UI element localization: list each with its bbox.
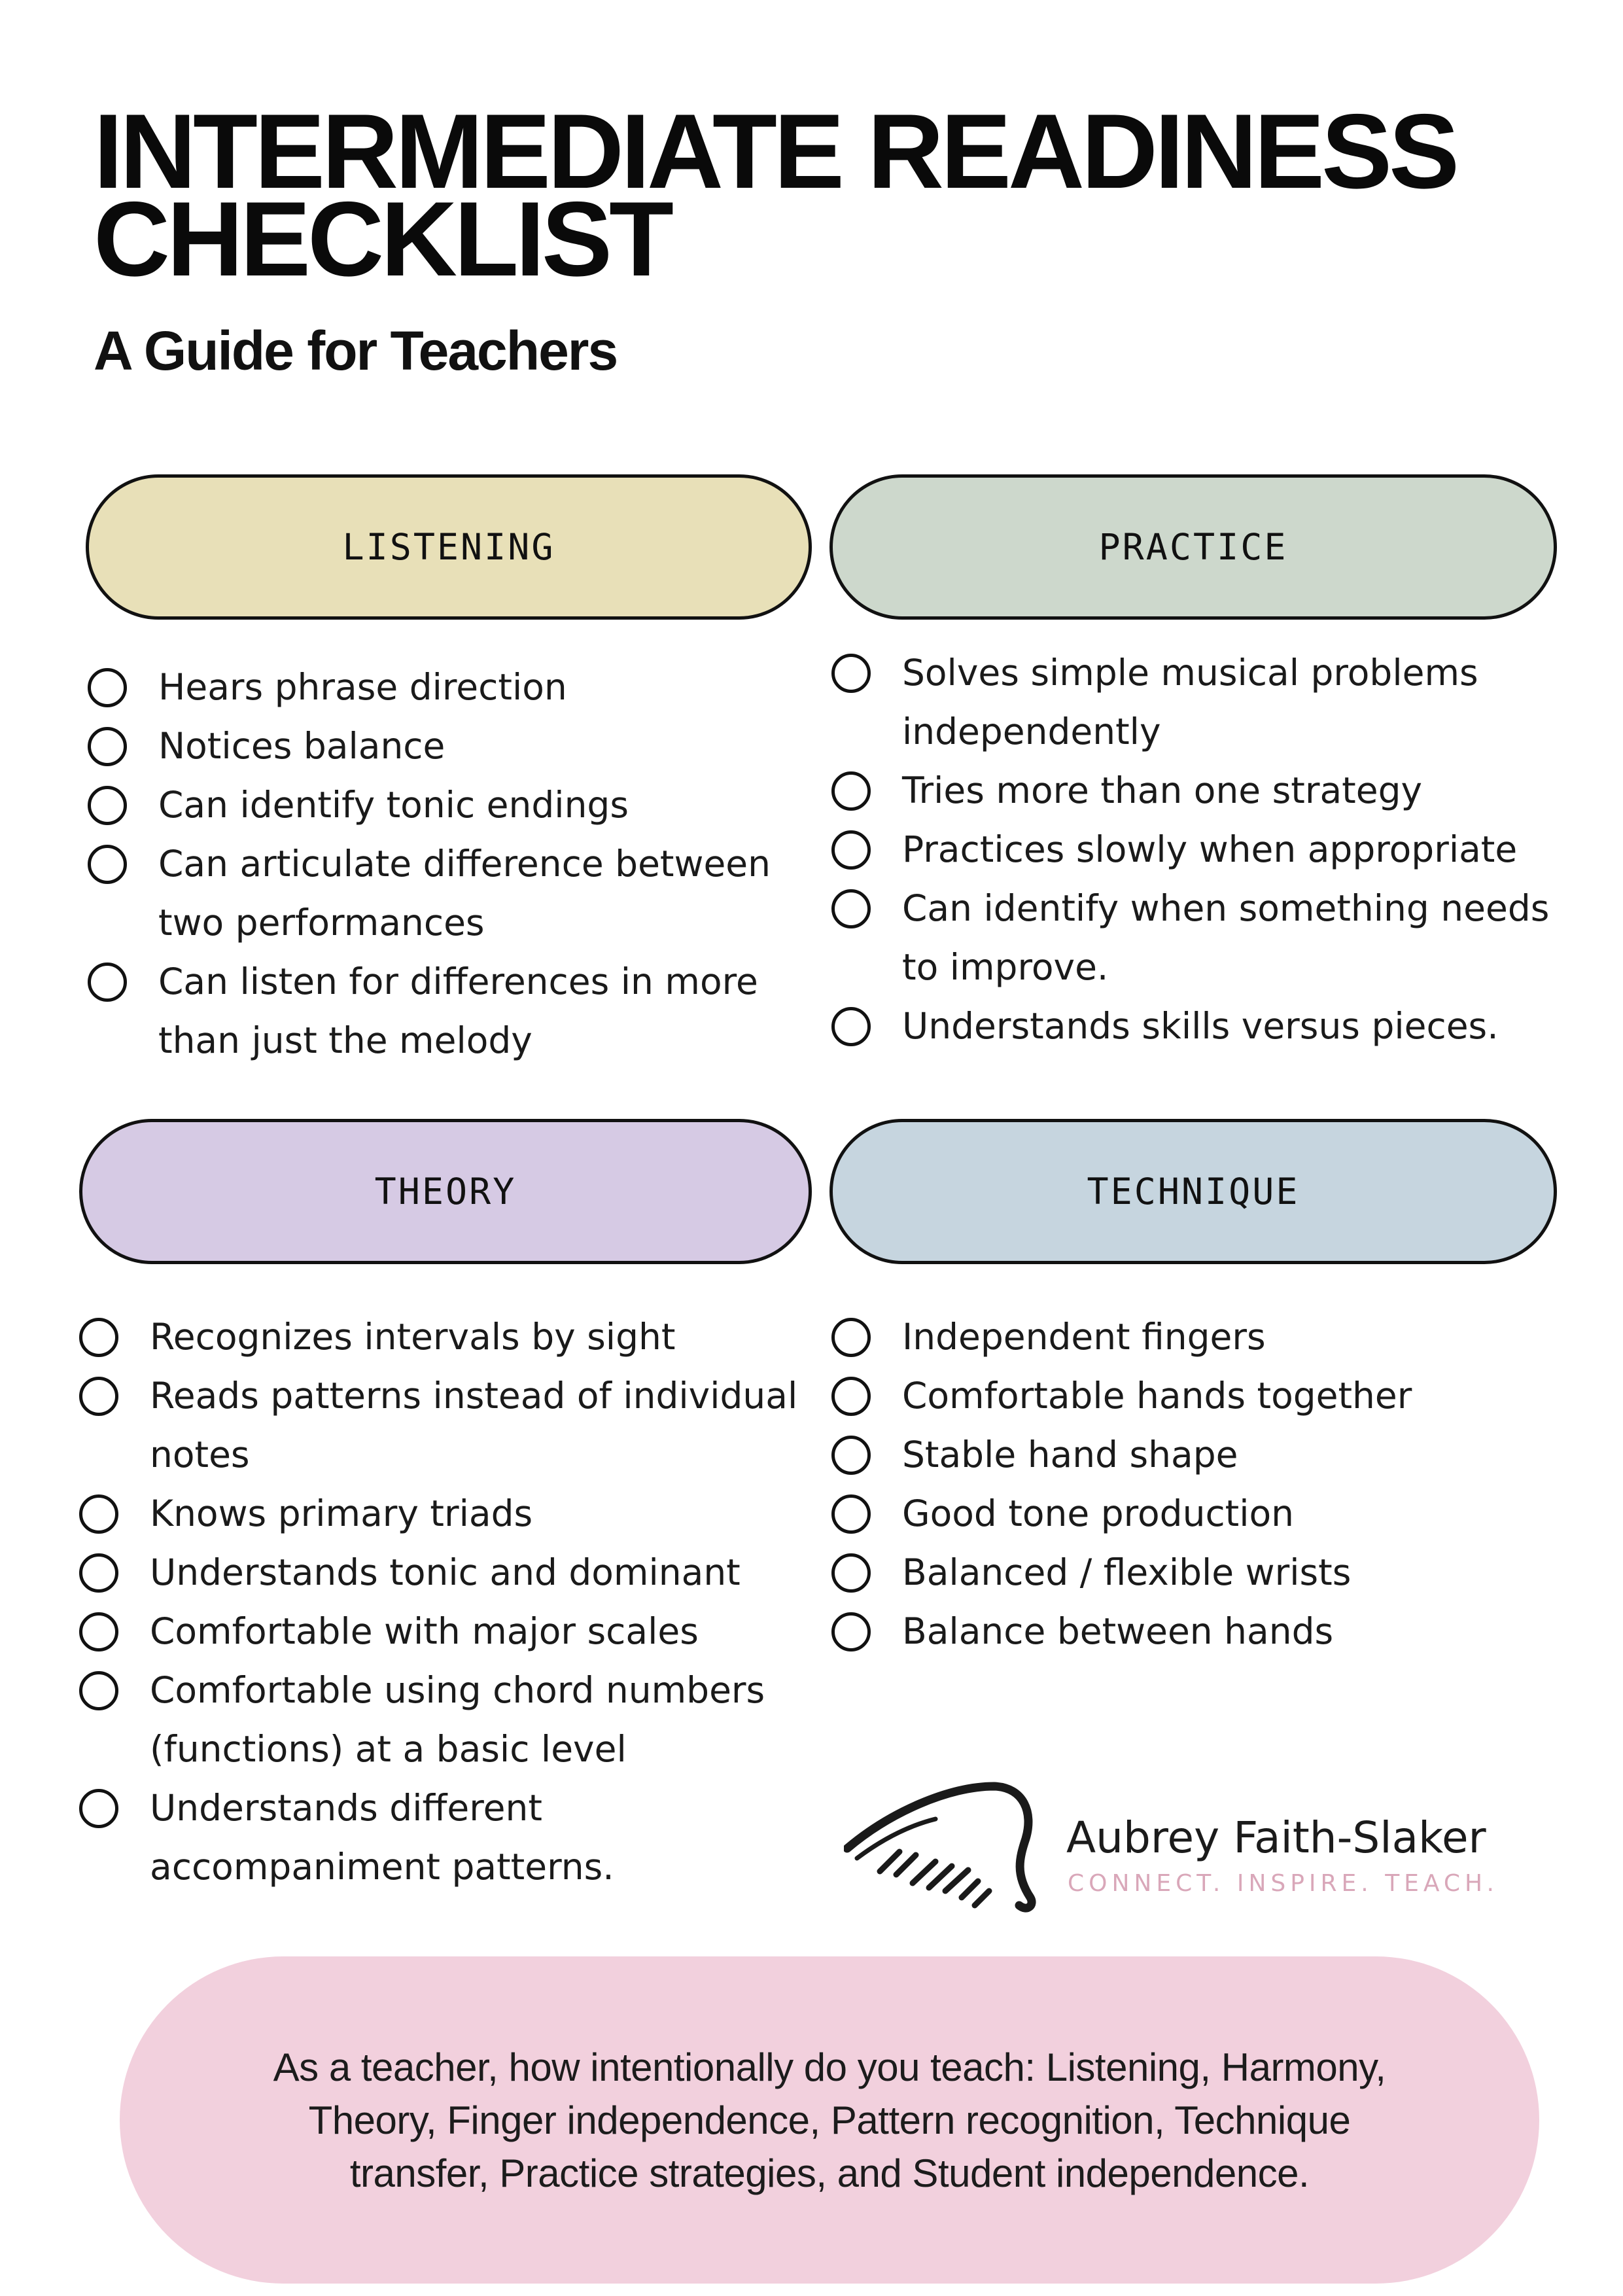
checklist-item — [829, 643, 1568, 761]
section-header-listening: LISTENING — [86, 474, 812, 620]
checkbox-circle-icon[interactable] — [831, 1494, 871, 1534]
checkbox-circle-icon[interactable] — [831, 1612, 871, 1651]
checklist-item — [85, 775, 811, 834]
checkbox-circle-icon[interactable] — [79, 1553, 118, 1593]
checklist-item-label: Knows primary triads — [150, 1492, 533, 1534]
checklist-item-label: Recognizes intervals by sight — [150, 1316, 676, 1358]
title-line-2: CHECKLIST — [94, 180, 671, 298]
section-header-technique: TECHNIQUE — [829, 1119, 1557, 1264]
checkbox-circle-icon[interactable] — [831, 1007, 871, 1046]
checklist-item — [77, 1307, 816, 1366]
checklist-practice — [829, 643, 1568, 1055]
checklist-item — [829, 879, 1568, 997]
checkbox-circle-icon[interactable] — [831, 1318, 871, 1357]
checklist-item — [829, 997, 1568, 1055]
checklist-item — [77, 1602, 816, 1661]
checkbox-circle-icon[interactable] — [88, 786, 127, 825]
checklist-item-label: Understands different accompaniment patterns. — [150, 1787, 614, 1888]
checklist-item — [829, 820, 1568, 879]
checklist-item — [77, 1661, 816, 1778]
checklist-item-label: Can listen for differences in more than just the melody — [158, 961, 758, 1061]
checkbox-circle-icon[interactable] — [831, 1553, 871, 1593]
checklist-item-label: Stable hand shape — [902, 1434, 1238, 1475]
checklist-item-label: Understands skills versus pieces. — [902, 1005, 1499, 1047]
brand-name: Aubrey Faith-Slaker — [1066, 1812, 1486, 1863]
checkbox-circle-icon[interactable] — [79, 1671, 118, 1710]
checklist-item-label: Understands tonic and dominant — [150, 1551, 741, 1593]
checklist-item — [829, 761, 1568, 820]
checklist-item-label: Tries more than one strategy — [902, 769, 1423, 811]
checkbox-circle-icon[interactable] — [79, 1612, 118, 1651]
checklist-item — [77, 1543, 816, 1602]
checklist-item-label: Comfortable with major scales — [150, 1610, 699, 1652]
checklist-item-label: Can articulate difference between two performances — [158, 843, 771, 944]
checkbox-circle-icon[interactable] — [831, 771, 871, 811]
checklist-theory — [77, 1307, 816, 1896]
checkbox-circle-icon[interactable] — [79, 1318, 118, 1357]
checklist-item — [829, 1484, 1568, 1543]
title-line-1: INTERMEDIATE READINESS — [94, 92, 1457, 211]
checklist-item-label: Solves simple musical problems independently — [902, 652, 1478, 752]
checklist-item — [77, 1484, 816, 1543]
reflection-callout — [120, 1956, 1539, 2284]
checklist-item — [77, 1366, 816, 1484]
checklist-item — [85, 834, 811, 952]
checklist-item-label: Hears phrase direction — [158, 666, 567, 708]
checklist-item-label: Balanced / flexible wrists — [902, 1551, 1352, 1593]
checklist-item — [829, 1307, 1568, 1366]
checklist-item — [829, 1425, 1568, 1484]
checkbox-circle-icon[interactable] — [88, 963, 127, 1002]
checklist-item — [77, 1778, 816, 1896]
section-header-practice: PRACTICE — [829, 474, 1557, 620]
brand-logo — [844, 1767, 1498, 1924]
checkbox-circle-icon[interactable] — [79, 1494, 118, 1534]
checklist-item-label: Comfortable hands together — [902, 1375, 1412, 1417]
checklist-listening — [85, 658, 811, 1070]
checklist-item — [829, 1543, 1568, 1602]
checkbox-circle-icon[interactable] — [831, 654, 871, 693]
checkbox-circle-icon[interactable] — [79, 1789, 118, 1828]
checklist-item — [85, 658, 811, 716]
checklist-item-label: Independent fingers — [902, 1316, 1266, 1358]
brand-tagline: CONNECT. INSPIRE. TEACH. — [1068, 1870, 1499, 1897]
checklist-item — [85, 716, 811, 775]
checklist-item-label: Balance between hands — [902, 1610, 1334, 1652]
piano-wing-icon — [844, 1767, 1060, 1924]
checklist-item — [85, 952, 811, 1070]
checklist-item-label: Reads patterns instead of individual notes — [150, 1375, 798, 1475]
checklist-item — [829, 1366, 1568, 1425]
checklist-item-label: Notices balance — [158, 725, 445, 767]
page-title — [94, 92, 1565, 298]
checkbox-circle-icon[interactable] — [88, 668, 127, 707]
checkbox-circle-icon[interactable] — [88, 845, 127, 884]
checkbox-circle-icon[interactable] — [831, 889, 871, 928]
section-header-theory: THEORY — [79, 1119, 812, 1264]
reflection-text: As a teacher, how intentionally do you teach: Listening, Harmony, Theory, Finger independence, Pattern recognition, Technique transfer, Practice strategies, and Student independence. — [273, 2045, 1386, 2195]
checklist-item-label: Good tone production — [902, 1492, 1295, 1534]
checkbox-circle-icon[interactable] — [831, 1436, 871, 1475]
checklist-item-label: Can identify tonic endings — [158, 784, 629, 826]
checklist-item-label: Comfortable using chord numbers (functions) at a basic level — [150, 1669, 765, 1770]
checkbox-circle-icon[interactable] — [831, 830, 871, 870]
checkbox-circle-icon[interactable] — [88, 727, 127, 766]
checklist-item-label: Can identify when something needs to improve. — [902, 887, 1550, 988]
checklist-item — [829, 1602, 1568, 1661]
checklist-item-label: Practices slowly when appropriate — [902, 828, 1518, 870]
checkbox-circle-icon[interactable] — [831, 1377, 871, 1416]
checkbox-circle-icon[interactable] — [79, 1377, 118, 1416]
checklist-technique — [829, 1307, 1568, 1661]
page-subtitle: A Guide for Teachers — [94, 320, 618, 381]
